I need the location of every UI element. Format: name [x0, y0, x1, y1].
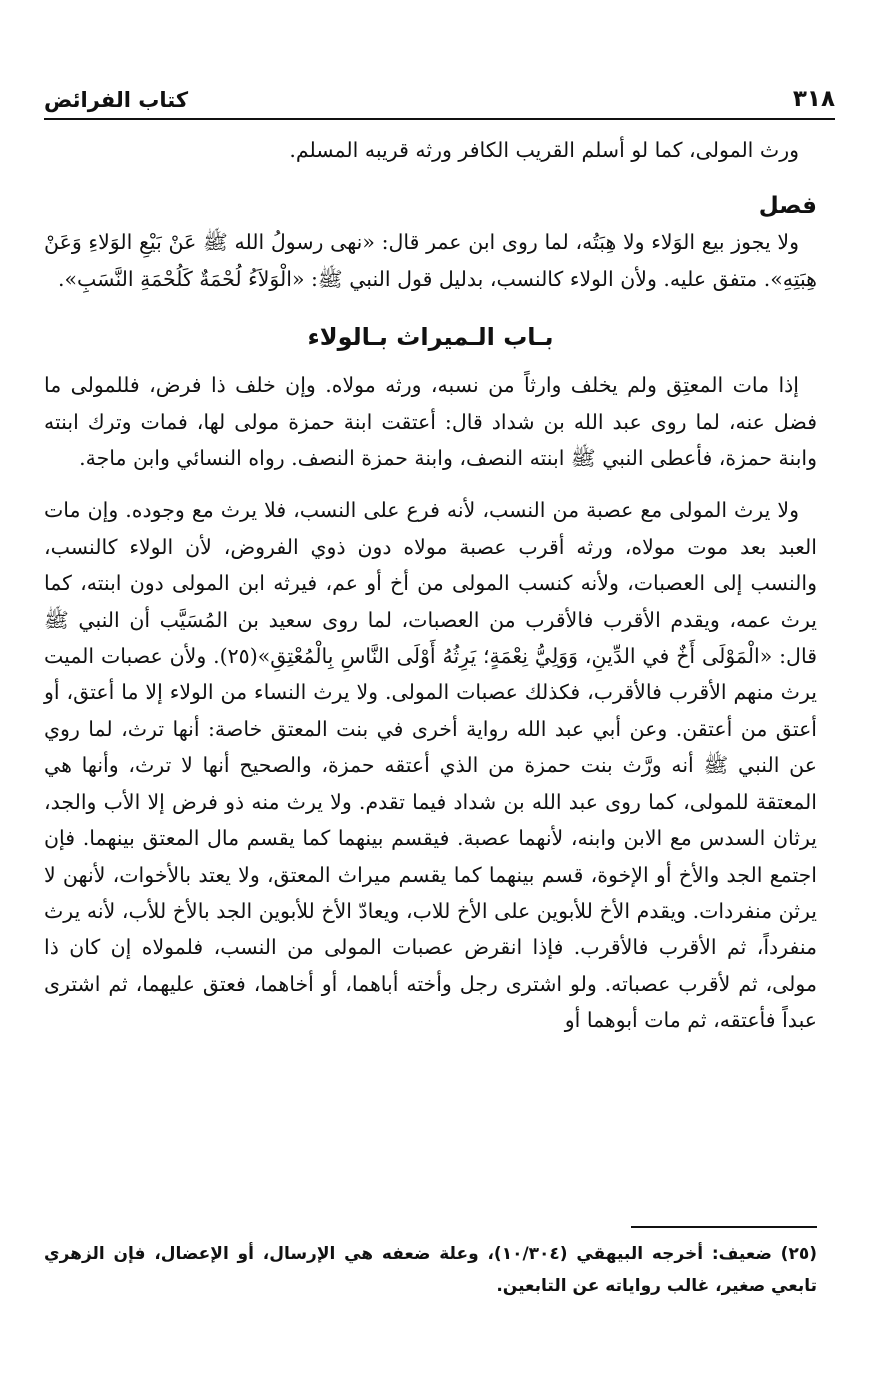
paragraph-2: ولا يرث المولى مع عصبة من النسب، لأنه فرع على النسب، فلا يرث مع وجوده. وإن مات العبد بعد موت مولاه، ورثه أقرب عصبة مولاه دون ذوي الفروض، لأن الولاء كالنسب، والنسب إلى العصبات، ولأنه كنسب المولى من أخ أو عم، فيرثه ابن المولى دون ابنته، كما يرث عمه، ويقدم الأقرب فالأقرب من العصبات، لما روى سعيد بن المُسَيَّب أن النبي ﷺ قال: «الْمَوْلَى أَخٌ في الدِّينِ، وَوَلِيُّ نِعْمَةٍ؛ يَرِثُهُ أَوْلَى النَّاسِ بِالْمُعْتِقِ»(٢٥). ولأن عصبات الميت يرث منهم الأقرب فالأقرب، فكذلك عصبات المولى. ولا يرث النساء من الولاء إلا ما أعتق، أو أعتق من أعتقن. وعن أبي عبد الله رواية أخرى في بنت المعتق خاصة: أنها ترث، لما روي عن النبي ﷺ أنه ورَّث بنت حمزة من الذي أعتقه حمزة، والصحيح أنها لا ترث، وأنها هي المعتقة للمولى، كما روى عبد الله بن شداد فيما تقدم. ولا يرث منه ذو فرض إلا الأب والجد، يرثان السدس مع الابن وابنه، لأنهما عصبة. فيقسم بينهما كما يقسم مال المعتق بينهما. فإن اجتمع الجد والأخ أو الإخوة، قسم بينهما كما يقسم ميراث المعتق، ولا يعتد بالأخوات، لأنهن لا يرثن منفردات. ويقدم الأخ للأبوين على الأخ للاب، ويعادّ الأخ للأبوين الجد بالأخ للأب، لأنه يرث منفرداً، ثم الأقرب فالأقرب. فإذا انقرض عصبات المولى من النسب، فلمولاه إن كان ذا مولى، ثم لأقرب عصباته. ولو اشترى رجل وأخته أباهما، أو أخاهما، فعتق عليهما، ثم اشترى عبداً فأعتقه، ثم مات أبوهما أو [44, 498, 817, 1033]
page-number: ٣١٨ [792, 86, 835, 112]
footnote-25: (٢٥) ضعيف: أخرجه البيهقي (١٠/٣٠٤)، وعلة ضعفه هي الإرسال، أو الإعضال، فإن الزهري تابعي صغير، غالب رواياته عن التابعين. [44, 1244, 817, 1296]
chapter-heading: بـاب الـميراث بـالولاء [307, 323, 554, 352]
intro-paragraph: ورث المولى، كما لو أسلم القريب الكافر ورثه قريبه المسلم. [289, 138, 799, 162]
fasl-paragraph: ولا يجوز بيع الوَلاء ولا هِبَتُه، لما روى ابن عمر قال: «نهى رسولُ الله ﷺ عَنْ بَيْعِ الوَلاءِ وَعَنْ هِبَتِهِ». متفق عليه. ولأن الولاء كالنسب، بدليل قول النبي ﷺ: «الْوَلاَءُ لُحْمَةٌ كَلُحْمَةِ النَّسَبِ». [44, 230, 817, 291]
running-header [44, 72, 835, 120]
main-text [44, 132, 817, 1039]
book-title: كتاب الفرائض [44, 88, 189, 112]
footnotes [44, 1226, 817, 1302]
footnote-divider [631, 1226, 817, 1228]
section-heading: فصل [758, 193, 817, 220]
paragraph-1: إذا مات المعتِق ولم يخلف وارثاً من نسبه، ورثه مولاه. وإن خلف ذا فرض، فللمولى ما فضل عنه، لما روى عبد الله بن شداد قال: أعتقت ابنة حمزة مولى لها، فمات وترك ابنته وابنة حمزة، فأعطى النبي ﷺ ابنته النصف، وابنة حمزة النصف. رواه النسائي وابن ماجة. [44, 373, 817, 471]
